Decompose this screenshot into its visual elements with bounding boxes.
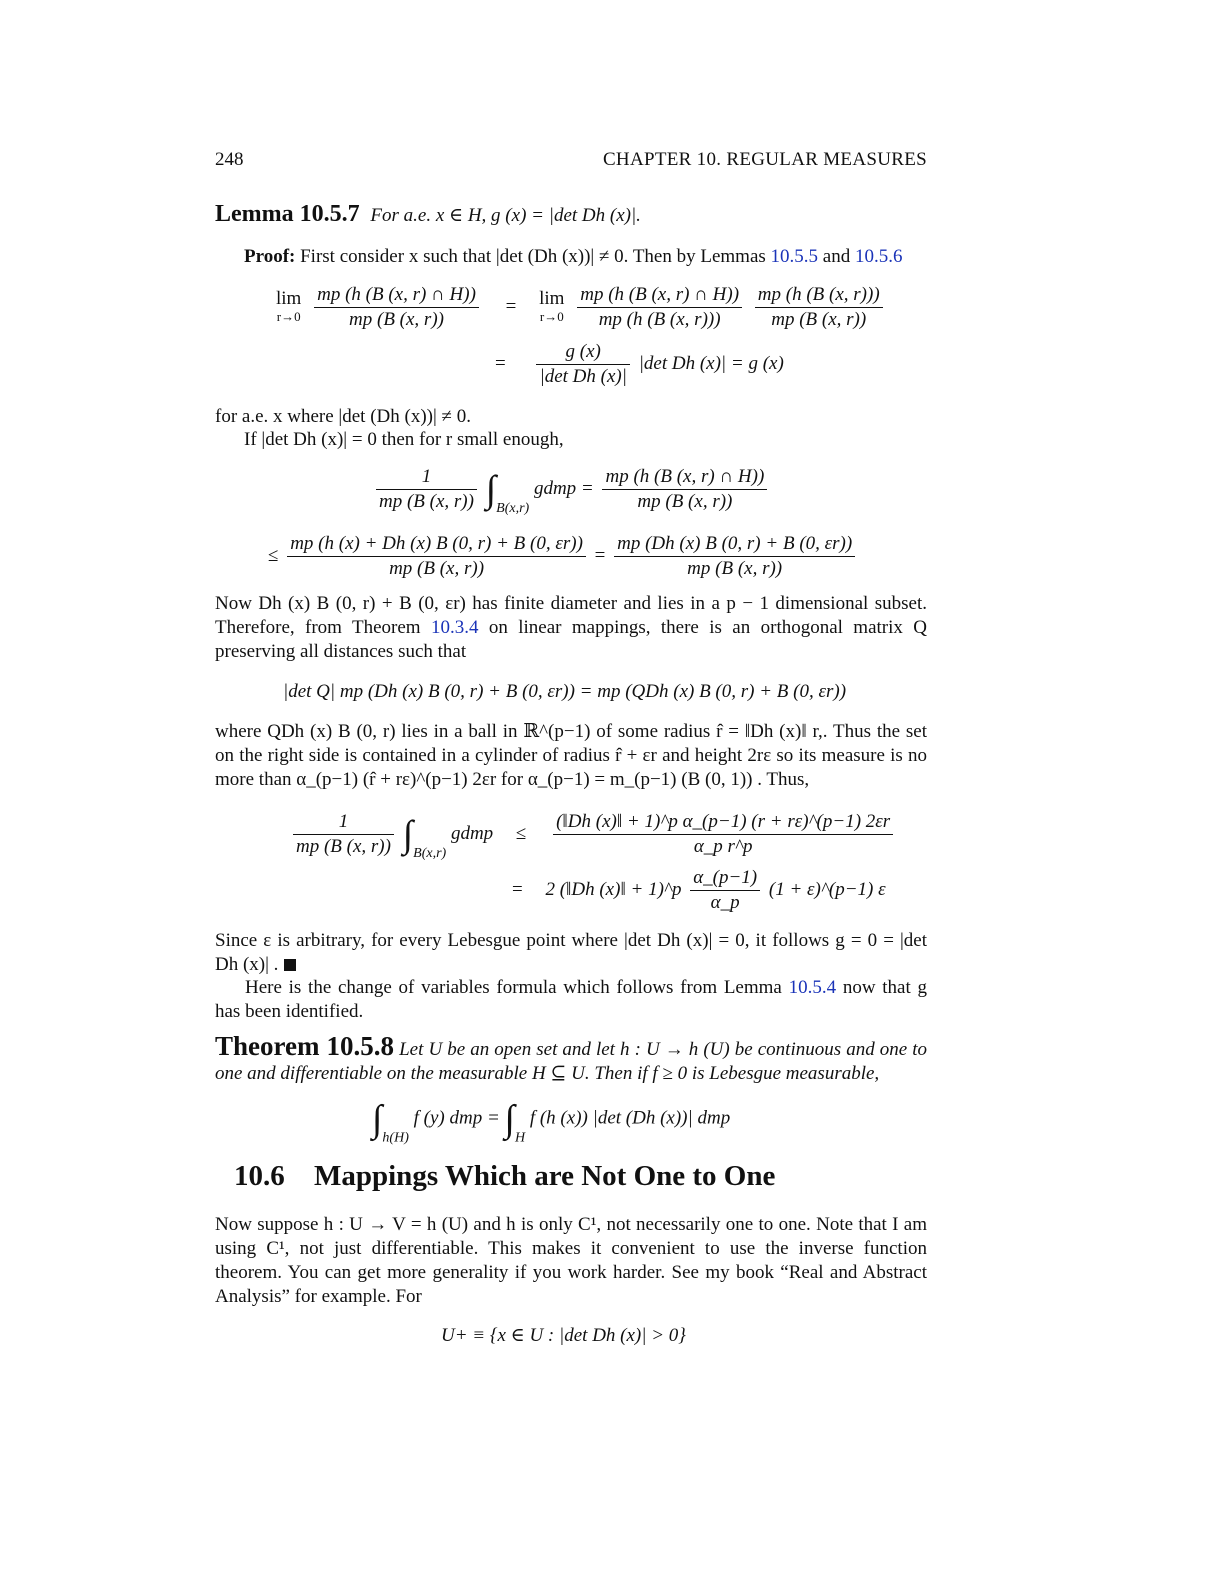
equation-estimate-line1 [289,810,897,866]
proof-label: Proof: [244,246,296,267]
integral-domain: h(H) [382,1130,409,1146]
integral-sign: ∫ [372,1098,383,1140]
text-line: If |det Dh (x)| = 0 then for r small enough, [244,429,564,450]
equation-change-of-variables [372,1100,730,1150]
fraction: $\frac{mp (h (B (x, r)))}{mp (B (x, r))}$ [755,283,883,332]
lemma-ref-link[interactable]: 10.5.4 [788,977,837,998]
integrand: gdmp [450,822,494,844]
equation-limit-line1 [276,283,887,332]
fraction: $\frac{\text{(‖Dh (x)‖ + 1)\textasciicircum{}p α\_(p−1) (r + rε)\textasciicircum{}(p−1) 2εr}}{\text{α\_p r\textasciicircum{}p}}$ [553,810,893,859]
fraction: $\frac{mp (h (B (x, r) \cap H))}{mp (B (x, r))}$ [314,283,479,332]
equals-sign: = [495,352,506,374]
lemma-ref-link[interactable]: 10.5.5 [770,246,819,267]
paragraph: Now Dh (x) B (0, r) + B (0, εr) has finite diameter and lies in a p − 1 dimensional subset. Therefore, from Theorem 10.3.4 on linear mappings, there is an orthogonal matrix Q preserving all distances such that [215,593,928,662]
equation-set-definition: U+ ≡ {x ∈ U : |det Dh (x)| > 0} [441,1325,686,1346]
running-header [0,148,1224,174]
fraction: $\frac{1}{mp (B (x, r))}$ [376,465,477,514]
fraction: $\frac{\alpha\_(p-1)}{\alpha\_p}$ [690,866,760,915]
le-sign: ≤ [515,822,527,844]
chapter-title: CHAPTER 10. REGULAR MEASURES [602,149,927,170]
integral-sign: ∫ [402,813,414,856]
proof-text: First consider x such that |det (Dh (x))| ≠ 0. Then by Lemmas [300,246,766,267]
equals-sign: = [594,544,606,566]
equals-sign: = [505,295,517,317]
equation-text: 2 (‖Dh (x)‖ + 1)^p [545,878,682,900]
text-line: for a.e. x where |det (Dh (x))| ≠ 0. [215,406,471,427]
equation-limit-line2 [495,340,784,389]
equation-text: |det Dh (x)| = g (x) [638,352,784,374]
and-text: and [822,246,851,267]
equation-integral-line1 [372,465,771,521]
paragraph: Here is the change of variables formula which follows from Lemma 10.5.4 now that g has been identified. [215,977,928,1022]
fraction: $\frac{mp (h (x) + Dh (x) B (0, r) + B (0, \varepsilon r))}{mp (B (x, r))}$ [287,532,586,581]
theorem-ref-link[interactable]: 10.3.4 [430,617,479,638]
page-number: 248 [215,149,244,170]
equation-determinant: |det Q| mp (Dh (x) B (0, r) + B (0, εr)) = mp (QDh (x) B (0, r) + B (0, εr)) [283,681,847,702]
le-sign: ≤ [268,544,279,566]
section-title: Mappings Which are Not One to One [314,1160,776,1192]
fraction: $\frac{1}{mp (B (x, r))}$ [293,810,394,859]
equation-text: (1 + ε)^(p−1) ε [768,878,886,900]
lim-operator: lim r→0 [276,287,302,324]
integral-domain: B(x,r) [496,500,530,516]
equation-text: f (h (x)) |det (Dh (x))| dmp [529,1107,731,1129]
fraction: $\frac{mp (h (B (x, r) \cap H))}{mp (h (B (x, r)))}$ [577,283,742,332]
fraction: $\frac{mp (Dh (x) B (0, r) + B (0, \varepsilon r))}{mp (B (x, r))}$ [614,532,855,581]
integrand: gdmp = [533,477,594,499]
lemma-block [215,202,641,228]
section-number: 10.6 [234,1160,285,1192]
lemma-label: Lemma 10.5.7 [215,201,360,227]
equation-estimate-line2 [512,866,886,915]
equals-sign: = [512,878,523,900]
equation-integral-line2 [268,532,859,581]
fraction: $\frac{g (x)}{\text{|det Dh (x)|}}$ [536,340,629,389]
theorem-block [215,1031,928,1086]
paragraph: where QDh (x) B (0, r) lies in a ball in ℝ^(p−1) of some radius r̂ = ‖Dh (x)‖ r,. Thus the set on the right side is contained in a cylinder of radius r̂ + εr and height 2rε so its measure is no more than α_(p−1) (r̂ + rε)^(p−1) 2εr for α_(p−1) = m_(p−1) (B (0, 1)) . Thus, [215,721,927,790]
theorem-statement: Let U be an open set and let h : U → h (U) be continuous and one to one and differentiable on the measurable H ⊆ U. Then if f ≥ 0 is Lebesgue measurable, [215,1039,928,1084]
fraction: $\frac{mp (h (B (x, r) \cap H))}{mp (B (x, r))}$ [602,465,767,514]
integral-domain: B(x,r) [413,845,447,861]
equation-text: f (y) dmp = [413,1107,500,1129]
integral-sign: ∫ [485,468,497,511]
qed-square-icon [284,959,296,971]
lemma-ref-link[interactable]: 10.5.6 [854,246,903,267]
paragraph: Since ε is arbitrary, for every Lebesgue point where |det Dh (x)| = 0, it follows g = 0 = |det Dh (x)| . [215,930,927,975]
section-heading [234,1160,776,1192]
lemma-statement: For a.e. x ∈ H, g (x) = |det Dh (x)|. [370,205,641,226]
theorem-label: Theorem 10.5.8 [215,1031,395,1061]
lim-operator: lim r→0 [539,287,565,324]
paragraph: Now suppose h : U → V = h (U) and h is only C¹, not necessarily one to one. Note that I am using C¹, not just differentiable. This makes it convenient to use the inverse function theorem. You can get more generality if you work harder. See my book “Real and Abstract Analysis” for example. For [215,1214,927,1307]
integral-domain: H [514,1130,526,1146]
proof-line [244,245,902,269]
integral-sign: ∫ [504,1098,515,1140]
